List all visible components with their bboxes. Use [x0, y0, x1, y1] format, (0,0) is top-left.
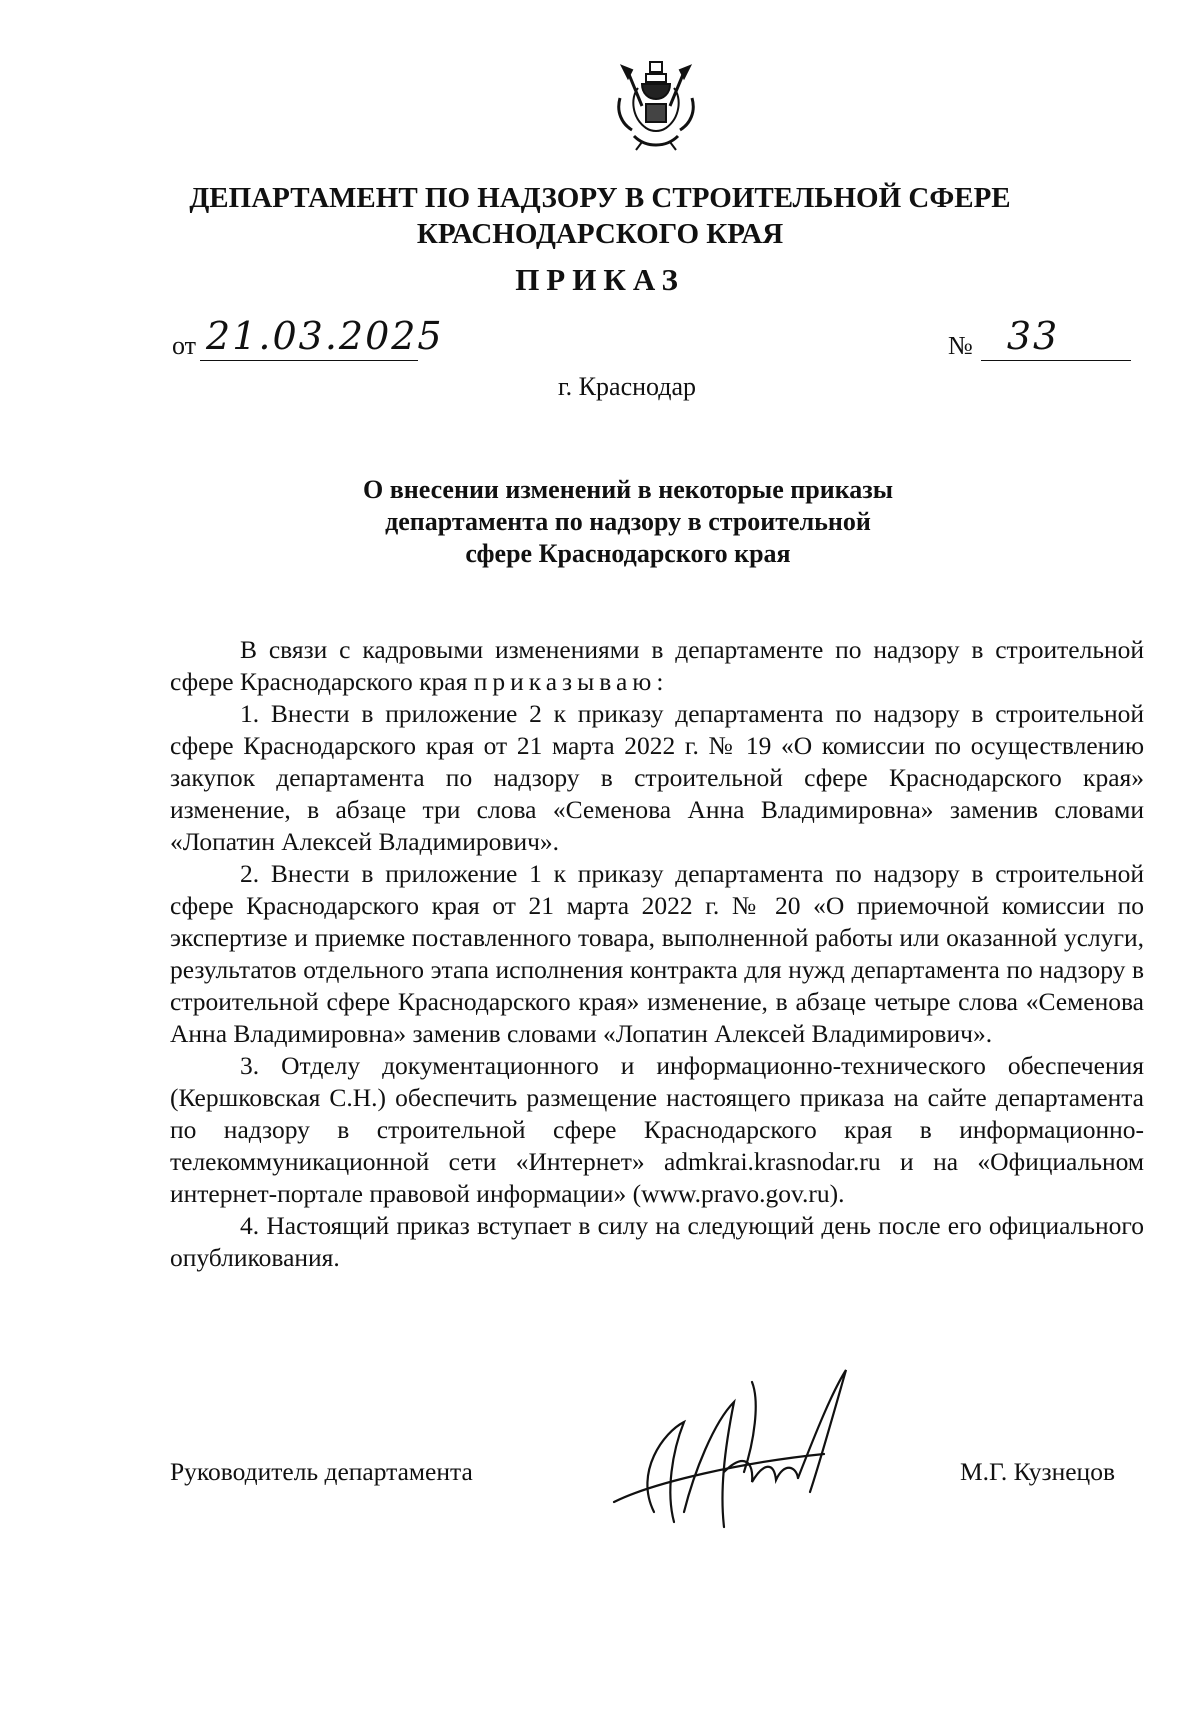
number-field — [981, 314, 1131, 361]
signer-name: М.Г. Кузнецов — [960, 1457, 1115, 1486]
order-subject — [0, 474, 1200, 570]
city: г. Краснодар — [557, 372, 697, 401]
item-1: 1. Внести в приложение 2 к приказу департамента по надзору в строительной сфере Краснодарского края от 21 марта 2022 г. № 19 «О комиссии по осуществлению закупок департамента по надзору в строительной сфере Краснодарского края» изменение, в абзаце три слова «Семенова Анна Владимировна» заменив словами «Лопатин Алексей Владимирович». — [170, 699, 1144, 856]
number-prefix: № — [948, 331, 973, 360]
department-name-line1: ДЕПАРТАМЕНТ ПО НАДЗОРУ В СТРОИТЕЛЬНОЙ СФЕРЕ — [189, 182, 1011, 214]
handwritten-signature-icon — [584, 1362, 884, 1542]
subject-line3: сфере Краснодарского края — [465, 539, 791, 568]
intro-paragraph — [170, 634, 1144, 698]
item-3: 3. Отделу документационного и информационно-технического обеспечения (Кершковская С.Н.) обеспечить размещение настоящего приказа на сайте департамента по надзору в строительной сфере Краснодарского края в информационно-телекоммуникационной сети «Интернет» admkrai.krasnodar.ru и на «Официальном интернет-портале правовой информации» (www.pravo.gov.ru). — [170, 1051, 1144, 1208]
date-prefix: от — [172, 331, 197, 360]
handwritten-number: 33 — [1006, 314, 1060, 358]
item-4: 4. Настоящий приказ вступает в силу на следующий день после его официального опубликования. — [170, 1211, 1144, 1272]
order-word: приказываю: — [473, 667, 669, 696]
department-name — [0, 180, 1200, 252]
subject-line1: О внесении изменений в некоторые приказы — [362, 475, 894, 504]
order-body — [170, 634, 1144, 1274]
document-type-title: ПРИКАЗ — [515, 262, 685, 297]
signer-position: Руководитель департамента — [170, 1457, 473, 1486]
date-field — [200, 314, 444, 361]
handwritten-date: 21.03.2025 — [206, 314, 444, 358]
department-name-line2: КРАСНОДАРСКОГО КРАЯ — [416, 218, 784, 250]
order-number — [948, 314, 1131, 361]
subject-line2: департамента по надзору в строительной — [385, 507, 871, 536]
item-2: 2. Внести в приложение 1 к приказу департамента по надзору в строительной сфере Краснодарского края от 21 марта 2022 г. № 20 «О приемочной комиссии по экспертизе и приемке поставленного товара, выполненной работы или оказанной услуги, результатов отдельного этапа исполнения контракта для нужд департамента по надзору в строительной сфере Краснодарского края» изменение, в абзаце четыре слова «Семенова Анна Владимировна» заменив словами «Лопатин Алексей Владимирович». — [170, 859, 1144, 1048]
order-date — [172, 314, 444, 361]
krasnodar-krai-coat-of-arms-icon — [612, 58, 700, 154]
intro-text: В связи с кадровыми изменениями в департаменте по надзору в строительной сфере Краснодарского края — [170, 635, 1144, 696]
